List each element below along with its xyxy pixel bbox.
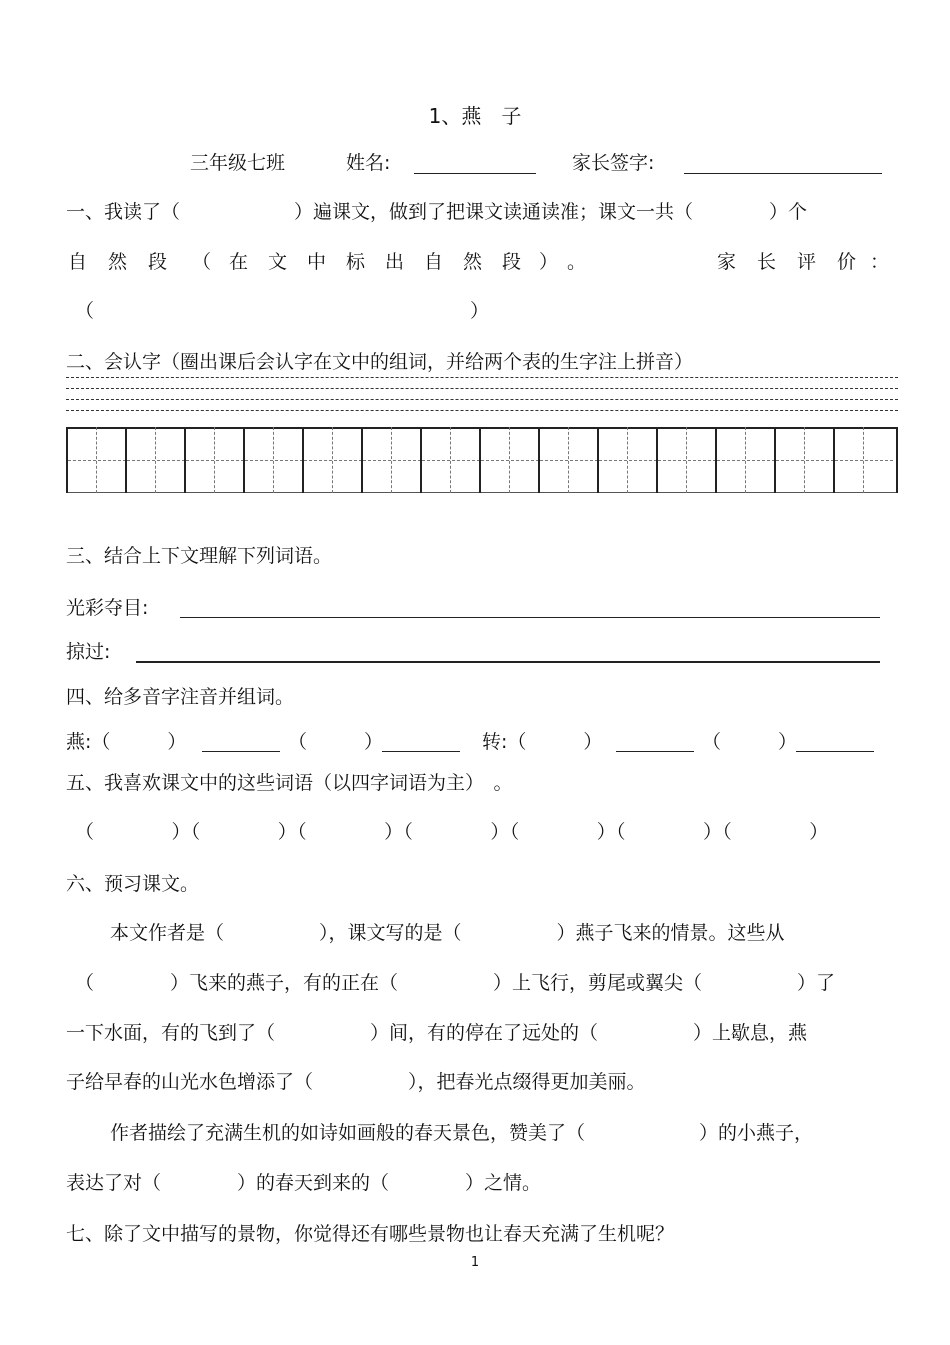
s1-eval-label-char: 长 — [757, 251, 777, 273]
s1-eval-label-char: 价 — [837, 251, 857, 273]
s6-heading: 六、预习课文。 — [66, 873, 200, 895]
s7-heading: 七、除了文中描写的景物，你觉得还有哪些景物也让春天充满了生机呢？ — [66, 1223, 675, 1245]
grid-guide-horizontal — [776, 460, 834, 461]
grid-cell[interactable] — [243, 427, 301, 493]
grid-guide-horizontal — [717, 460, 775, 461]
s1-line2-char: ） — [539, 251, 559, 273]
s4-yan-label: 燕:（ ） — [66, 731, 187, 753]
grid-guide-horizontal — [363, 460, 421, 461]
s4-zhuan-blank-2[interactable] — [796, 751, 874, 752]
s4-yan-paren2: （ ） — [288, 731, 384, 753]
grid-cell[interactable] — [833, 427, 891, 493]
s1-line2-char: 然 — [108, 251, 128, 273]
parent-sign-blank[interactable] — [684, 173, 882, 174]
grid-cell[interactable] — [479, 427, 537, 493]
s5-blanks: （ ）（ ）（ ）（ ）（ ）（ ）（ ） — [75, 821, 829, 843]
s4-zhuan-paren2: （ ） — [702, 731, 798, 753]
grid-guide-horizontal — [186, 460, 244, 461]
s6-p1-l2: （ ）飞来的燕子，有的正在（ ）上飞行，剪尾或翼尖（ ）了 — [75, 972, 836, 994]
s6-p2-l1: 作者描绘了充满生机的如诗如画般的春天景色，赞美了（ ）的小燕子， — [110, 1122, 814, 1144]
grid-cell[interactable] — [361, 427, 419, 493]
s1-eval-label-char: 评 — [797, 251, 817, 273]
s4-yan-blank-1[interactable] — [202, 751, 280, 752]
s1-eval-label-char: 家 — [717, 251, 737, 273]
s1-line2-char: 出 — [385, 251, 405, 273]
s1-line2-char: 然 — [463, 251, 483, 273]
name-blank[interactable] — [414, 173, 536, 174]
pinyin-line — [66, 388, 898, 389]
s1-line2-char: 段 — [148, 251, 168, 273]
s2-heading: 二、会认字（圈出课后会认字在文中的组词，并给两个表的生字注上拼音） — [66, 351, 694, 373]
class-name: 三年级七班 — [190, 152, 286, 174]
s6-p2-l2: 表达了对（ ）的春天到来的（ ）之情。 — [66, 1172, 542, 1194]
s1-eval-close: ） — [470, 300, 490, 322]
s6-p1-l3: 一下水面，有的飞到了（ ）间，有的停在了远处的（ ）上歇息，燕 — [66, 1022, 808, 1044]
s1-eval-label-char: ： — [870, 251, 890, 273]
grid-cell[interactable] — [66, 427, 124, 493]
grid-cell[interactable] — [538, 427, 596, 493]
page-title: 1、燕 子 — [428, 104, 522, 128]
grid-cell[interactable] — [774, 427, 832, 493]
writing-grid[interactable] — [66, 377, 898, 503]
grid-guide-horizontal — [422, 460, 480, 461]
name-label: 姓名: — [346, 152, 391, 174]
grid-guide-horizontal — [245, 460, 303, 461]
grid-guide-horizontal — [127, 460, 185, 461]
s1-line2-char: 中 — [307, 251, 327, 273]
page-number: 1 — [470, 1255, 480, 1270]
s3-item2-label: 掠过: — [66, 641, 111, 663]
grid-cell[interactable] — [125, 427, 183, 493]
s4-zhuan-label: 转:（ ） — [482, 731, 603, 753]
s1-line2-char: 段 — [502, 251, 522, 273]
s1-line2-char: 自 — [68, 251, 88, 273]
s1-line2-char: 在 — [229, 251, 249, 273]
s1-line2-char: （ — [192, 251, 212, 273]
s3-item1-blank[interactable] — [180, 617, 880, 618]
s1-line1: 一、我读了（ ）遍课文，做到了把课文读通读准；课文一共（ ）个 — [66, 201, 808, 223]
s5-heading: 五、我喜欢课文中的这些词语（以四字词语为主） 。 — [66, 772, 513, 794]
grid-right-border — [896, 427, 898, 493]
s4-zhuan-blank-1[interactable] — [616, 751, 694, 752]
s3-item2-blank[interactable] — [136, 661, 880, 663]
s1-line2-char: 自 — [424, 251, 444, 273]
grid-guide-horizontal — [68, 460, 126, 461]
s4-heading: 四、给多音字注音并组词。 — [66, 686, 295, 708]
s1-line2-char: 标 — [346, 251, 366, 273]
grid-cell[interactable] — [656, 427, 714, 493]
parent-sign-label: 家长签字: — [572, 152, 655, 174]
s1-eval-open: （ — [75, 300, 95, 322]
pinyin-line — [66, 399, 898, 400]
grid-guide-horizontal — [304, 460, 362, 461]
grid-cell[interactable] — [302, 427, 360, 493]
pinyin-line — [66, 410, 898, 411]
grid-guide-horizontal — [599, 460, 657, 461]
grid-guide-horizontal — [481, 460, 539, 461]
s6-p1-l4: 子给早春的山光水色增添了（ ），把春光点缀得更加美丽。 — [66, 1071, 646, 1093]
s3-heading: 三、结合上下文理解下列词语。 — [66, 545, 333, 567]
grid-guide-horizontal — [540, 460, 598, 461]
s1-line2-char: 文 — [268, 251, 288, 273]
grid-cell[interactable] — [715, 427, 773, 493]
s6-p1-l1: 本文作者是（ ），课文写的是（ ）燕子飞来的情景。这些从 — [110, 922, 785, 944]
s4-yan-blank-2[interactable] — [382, 751, 460, 752]
grid-cell[interactable] — [420, 427, 478, 493]
grid-cell[interactable] — [597, 427, 655, 493]
pinyin-line — [66, 377, 898, 378]
grid-guide-horizontal — [658, 460, 716, 461]
grid-guide-horizontal — [835, 460, 893, 461]
grid-cell[interactable] — [184, 427, 242, 493]
s1-line2-char: 。 — [567, 251, 587, 273]
s3-item1-label: 光彩夺目: — [66, 597, 149, 619]
